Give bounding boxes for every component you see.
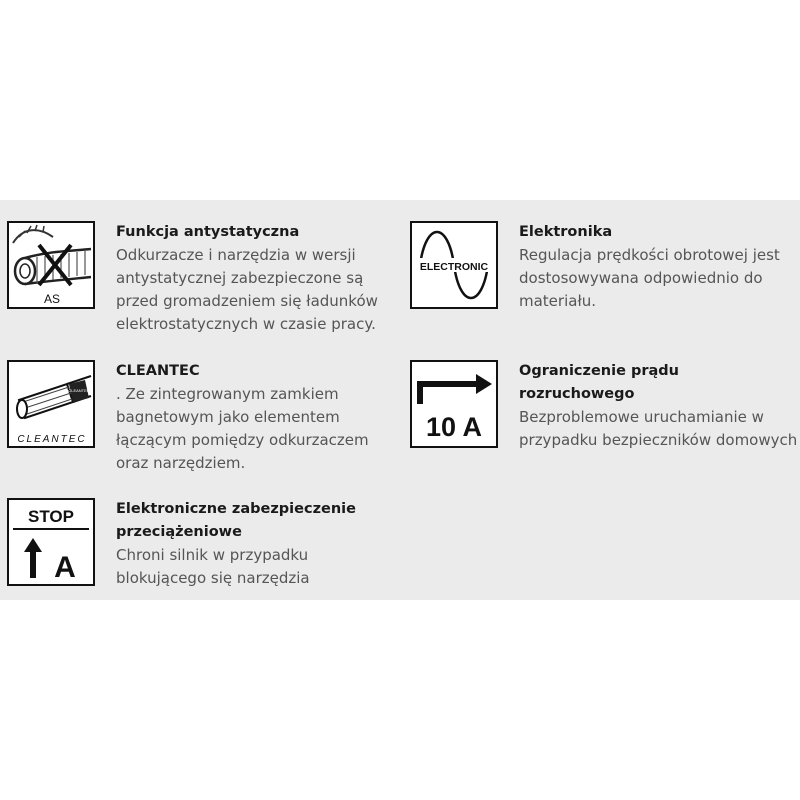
ampere-label: A (54, 551, 76, 584)
feature-description: . Ze zintegrowanym zamkiem bagnetowym jako elementem łączącym pomiędzy odkurzaczem oraz narzędziem. (116, 385, 369, 472)
feature-description: Chroni silnik w przypadku blokującego się narzędzia (116, 546, 310, 587)
feature-title: Funkcja antystatyczna (116, 224, 300, 240)
overload-stop-icon (7, 498, 95, 586)
feature-title: CLEANTEC (116, 363, 200, 379)
antistatic-icon-label: AS (43, 292, 61, 306)
startup-current-icon-label: 10 A (425, 412, 483, 442)
cleantec-icon-label: CLEANTEC (17, 434, 87, 445)
feature-description: Bezproblemowe uruchamianie w przypadku bezpieczników domowych (519, 408, 798, 449)
feature-electronic (519, 221, 799, 313)
stop-label: STOP (28, 507, 74, 526)
feature-startup-current (519, 360, 799, 452)
electronic-icon-label: ELECTRONIC (419, 261, 489, 273)
svg-text:CLEANTEC: CLEANTEC (68, 388, 90, 393)
feature-title: Elektronika (519, 224, 613, 240)
feature-description: Odkurzacze i narzędzia w wersji antystatycznej zabezpieczone są przed gromadzeniem się ładunków elektrostatycznych w czasie pracy. (116, 246, 378, 333)
feature-description: Regulacja prędkości obrotowej jest dostosowywana odpowiednio do materiału. (519, 246, 780, 310)
feature-title: Elektroniczne zabezpieczenie przeciążeniowe (116, 501, 356, 540)
feature-overload-protection (116, 498, 396, 590)
feature-antistatic (116, 221, 396, 336)
antistatic-icon (7, 221, 95, 309)
features-panel (0, 200, 800, 600)
feature-cleantec (116, 360, 396, 475)
electronic-icon (410, 221, 498, 309)
cleantec-icon (7, 360, 95, 448)
startup-current-icon (410, 360, 498, 448)
feature-title: Ograniczenie prądu rozruchowego (519, 363, 679, 402)
